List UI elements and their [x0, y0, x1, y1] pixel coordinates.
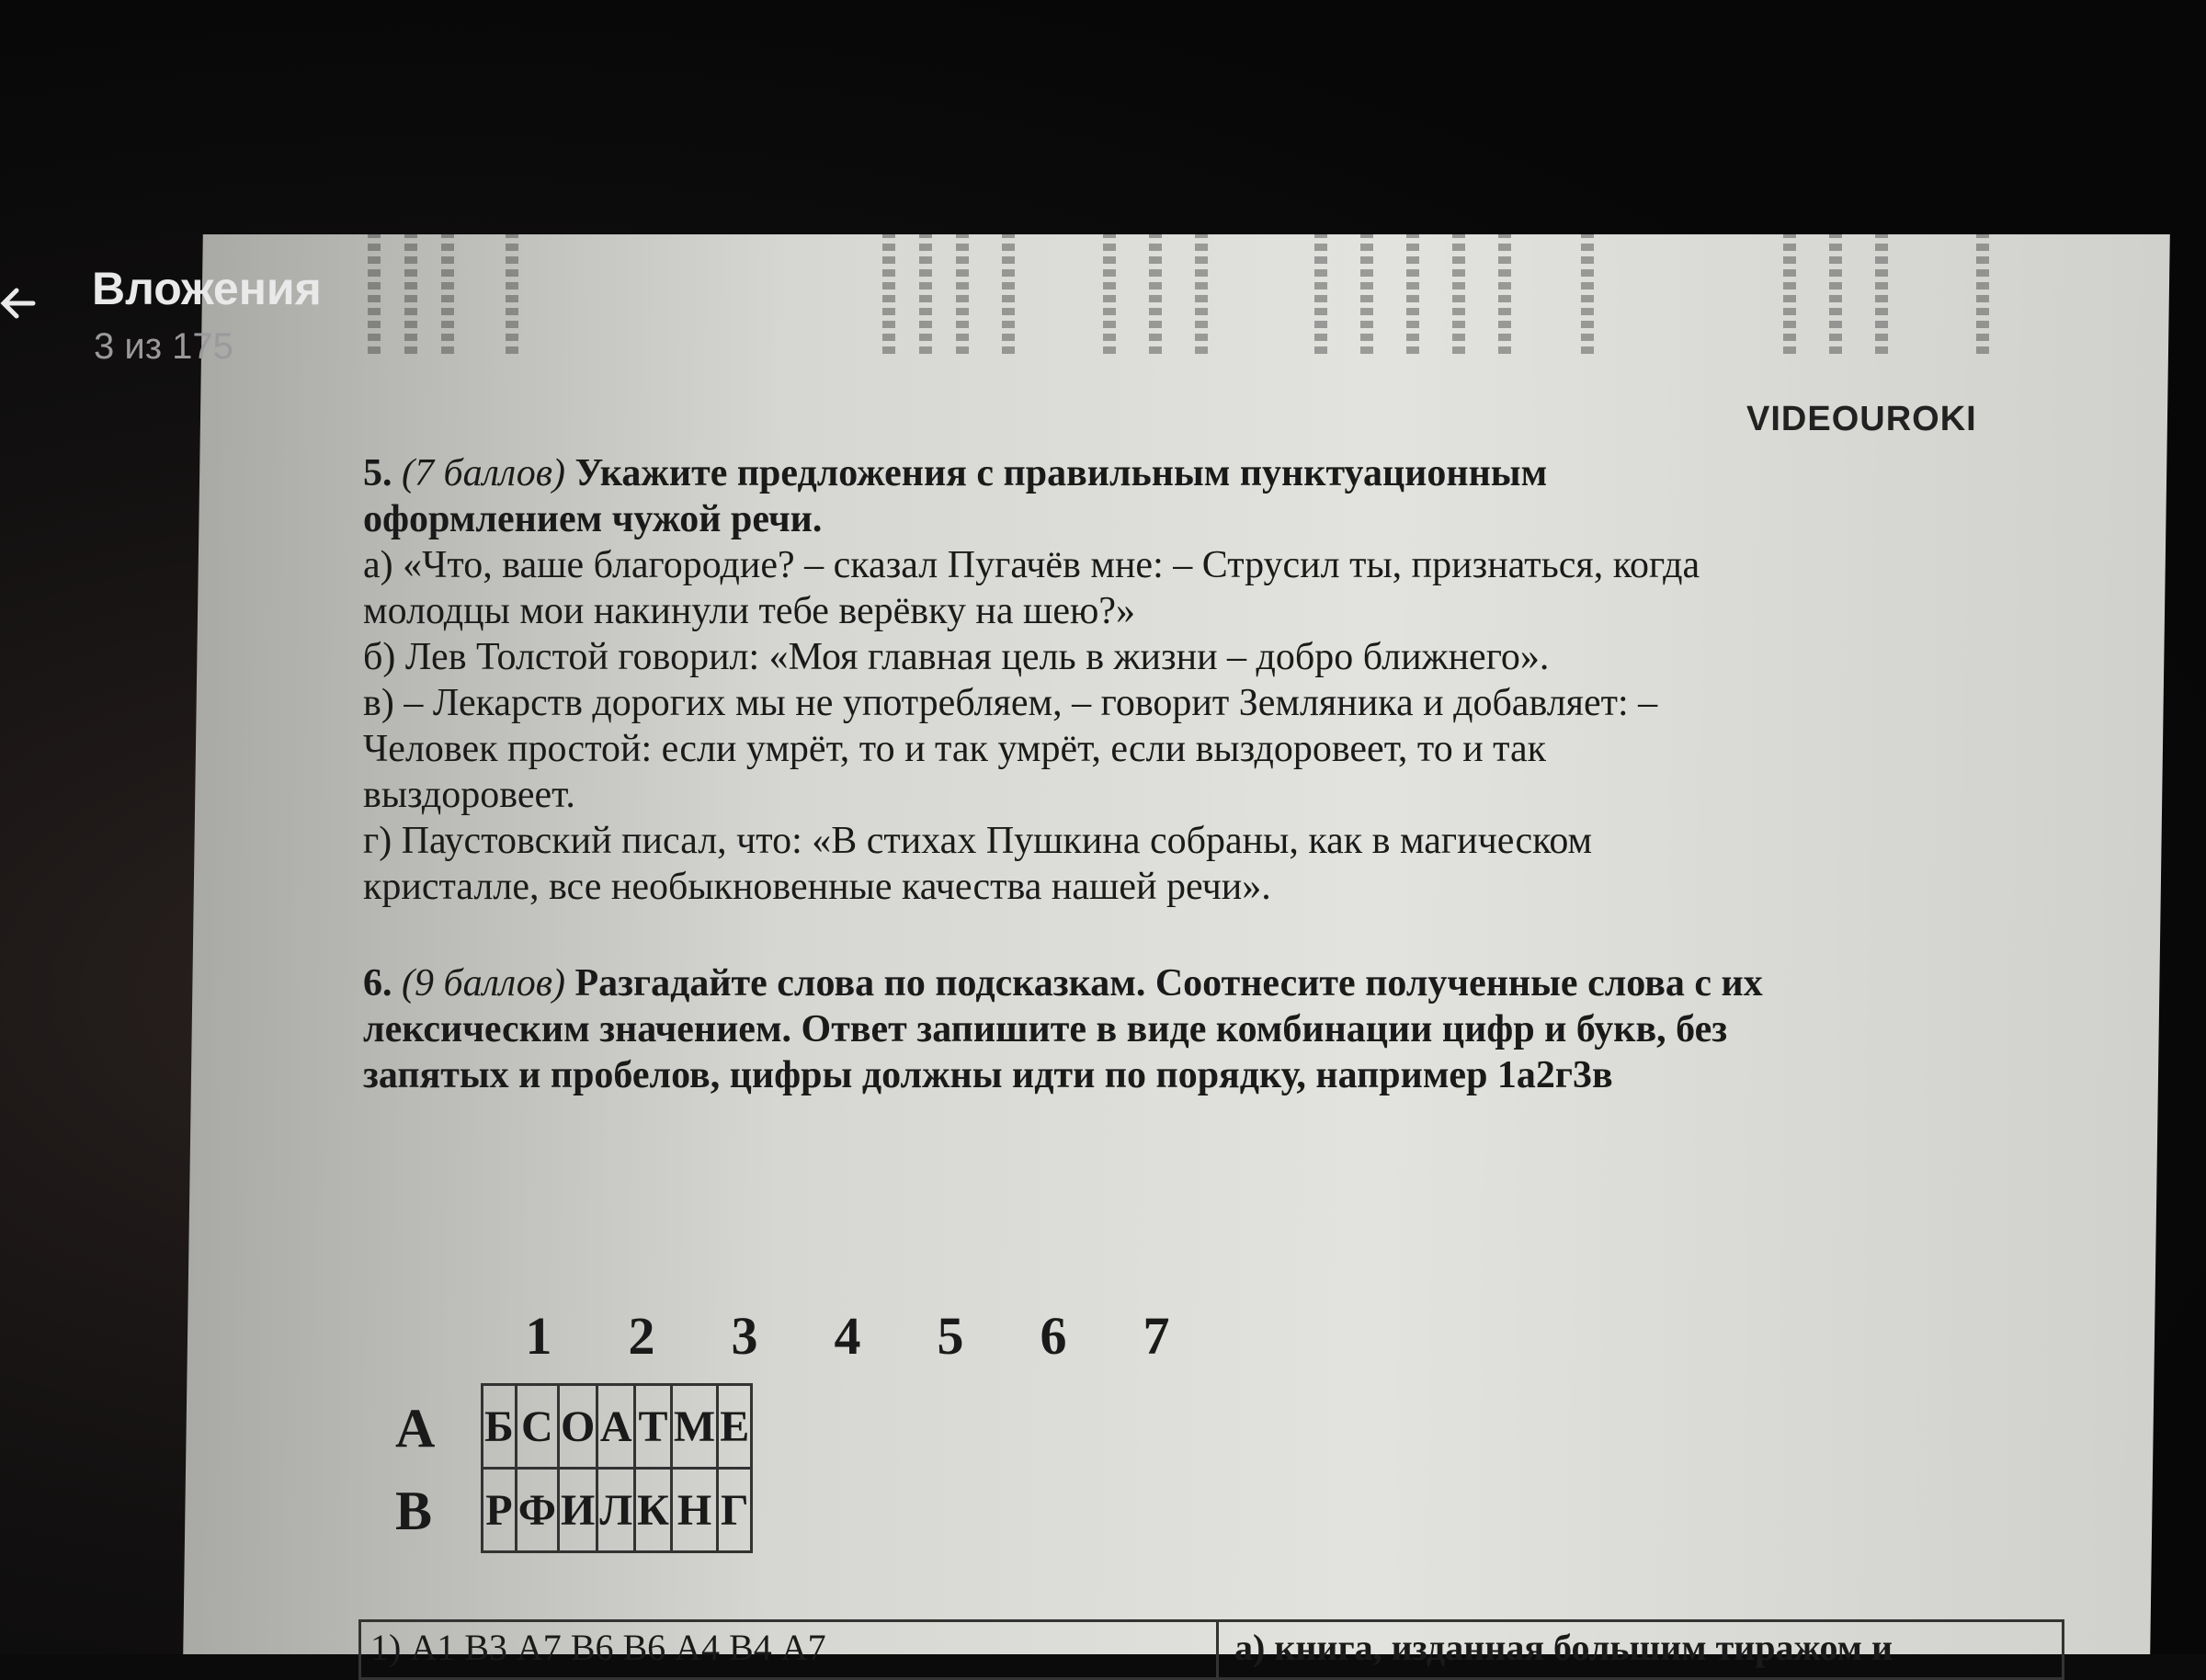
question-5-heading-2: оформлением чужой речи. [363, 498, 823, 540]
grid-cell: М [671, 1385, 717, 1469]
grid-column-number: 7 [1143, 1306, 1170, 1366]
option-v-line-1: в) – Лекарств дорогих мы не употребляем, – говорит Земляника и добавляет: – [363, 682, 1658, 724]
question-5-number: 5. [363, 452, 392, 494]
watermark-logo: VIDEOUROKI [1746, 400, 1977, 438]
grid-table [481, 1383, 753, 1553]
question-6-line-1 [363, 960, 2073, 1006]
grid-cell: Т [635, 1385, 672, 1469]
question-6-heading-1: Разгадайте слова по подсказкам. Соотнесите полученные слова с их [574, 962, 1763, 1005]
option-v-line-3: выздоровеет. [363, 774, 575, 816]
question-6-heading-2: лексическим значением. Ответ запишите в виде комбинации цифр и букв, без [363, 1008, 1728, 1050]
page-title: Вложения [92, 263, 322, 314]
answer-right-cell: а) книга, изданная большим тиражом и [1234, 1627, 1893, 1668]
question-5-points: (7 баллов) [402, 452, 565, 494]
option-g-line-1: г) Паустовский писал, что: «В стихах Пушкина собраны, как в магическом [363, 820, 1593, 862]
grid-cell: И [558, 1469, 597, 1552]
grid-cell: О [558, 1385, 597, 1469]
grid-cell: С [516, 1385, 558, 1469]
answer-left-cell: 1) А1 В3 А7 В6 В6 А4 В4 А7 [370, 1627, 826, 1668]
grid-column-number: 1 [525, 1306, 552, 1366]
grid-column-number: 3 [731, 1306, 758, 1366]
question-5-heading-1: Укажите предложения с правильным пунктуационным [574, 452, 1548, 494]
grid-cell: Л [597, 1469, 635, 1552]
grid-row-v [483, 1469, 752, 1552]
document-text [363, 450, 2073, 1098]
attachment-counter: 3 из 175 [94, 326, 233, 367]
grid-row-label-v: В [395, 1481, 433, 1541]
grid-cell: Б [483, 1385, 517, 1469]
grid-column-number: 5 [937, 1306, 964, 1366]
question-6-points: (9 баллов) [402, 962, 565, 1005]
back-arrow-icon[interactable] [0, 276, 46, 331]
question-6-heading-3: запятых и пробелов, цифры должны идти по порядку, например 1а2г3в [363, 1054, 1613, 1096]
grid-cell: Г [718, 1469, 752, 1552]
answer-divider [1216, 1622, 1219, 1677]
grid-cell: К [635, 1469, 672, 1552]
grid-column-number: 6 [1040, 1306, 1067, 1366]
option-v-line-2: Человек простой: если умрёт, то и так умрёт, если выздоровеет, то и так [363, 728, 1547, 770]
option-a-line-2: молодцы мои накинули тебе верёвку на шею?» [363, 590, 1136, 632]
option-a-line-1: а) «Что, ваше благородие? – сказал Пугачёв мне: – Струсил ты, признаться, когда [363, 544, 1700, 586]
answer-table-row [358, 1619, 2064, 1680]
grid-cell: Р [483, 1469, 517, 1552]
question-5-line-1 [363, 450, 2073, 496]
option-b: б) Лев Толстой говорил: «Моя главная цель в жизни – добро ближнего». [363, 636, 1550, 678]
grid-column-number: 4 [834, 1306, 861, 1366]
grid-cell: Н [671, 1469, 717, 1552]
grid-row-a [483, 1385, 752, 1469]
grid-column-numbers [487, 1305, 1208, 1367]
option-g-line-2: кристалле, все необыкновенные качества нашей речи». [363, 866, 1271, 908]
question-6-number: 6. [363, 962, 392, 1005]
grid-cell: Е [718, 1385, 752, 1469]
grid-cell: А [597, 1385, 635, 1469]
grid-cell: Ф [516, 1469, 558, 1552]
grid-row-label-a: А [395, 1398, 436, 1459]
grid-column-number: 2 [628, 1306, 655, 1366]
bleed-through-text [368, 234, 2114, 381]
